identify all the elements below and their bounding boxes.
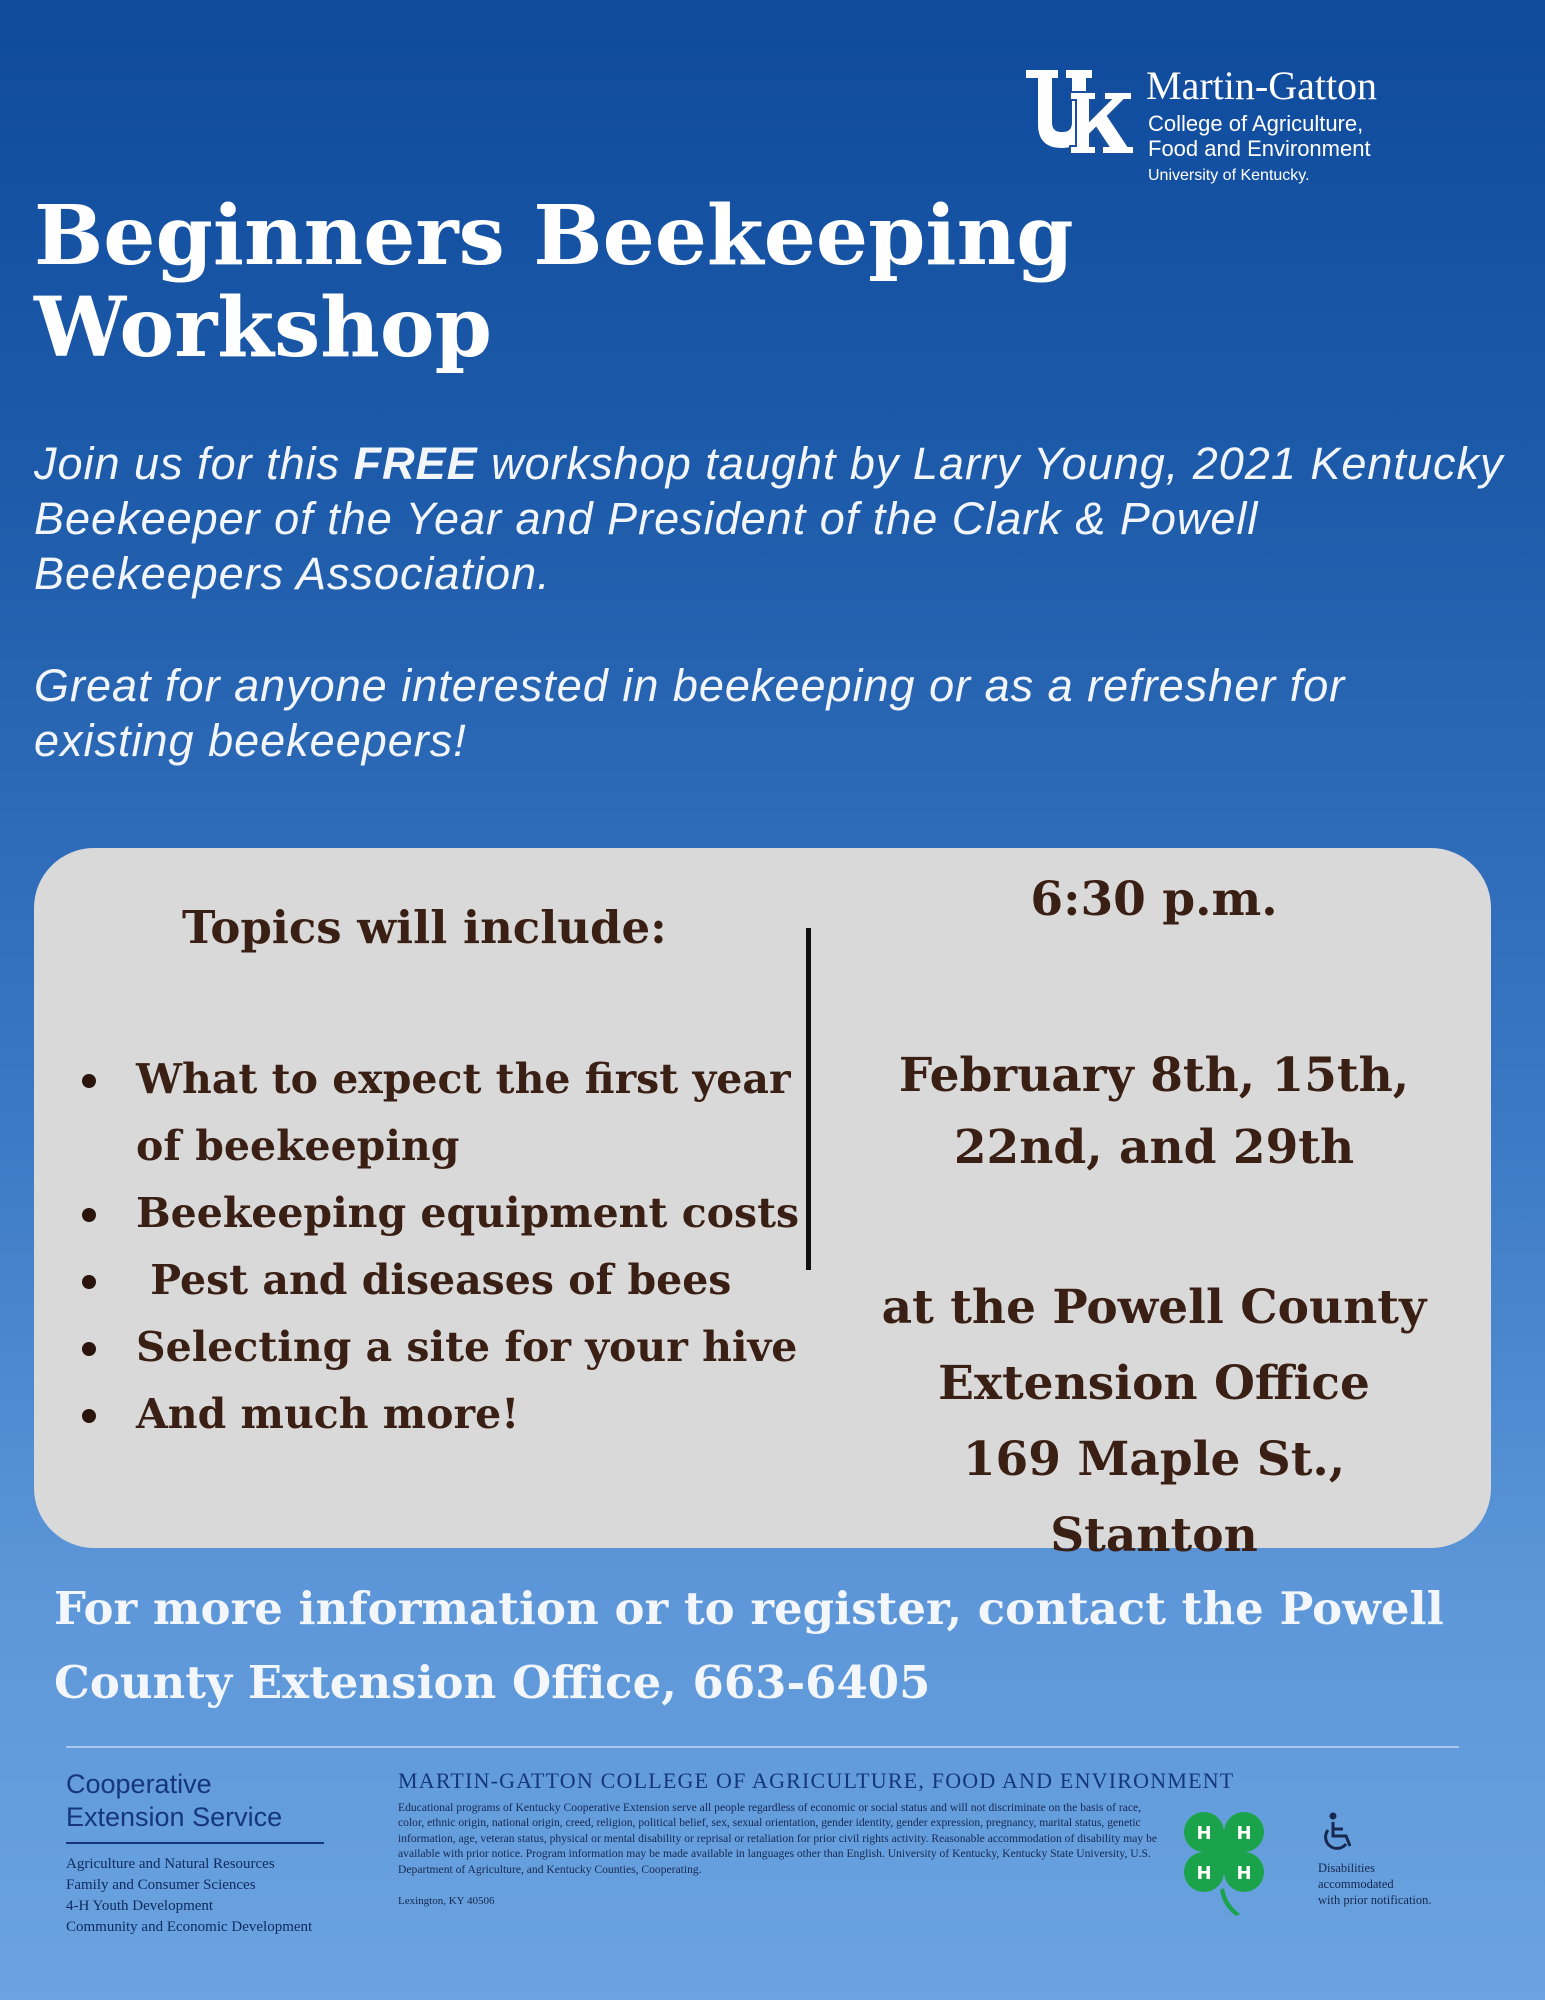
event-dates bbox=[834, 1040, 1474, 1184]
list-item bbox=[136, 1314, 796, 1381]
svg-text:H: H bbox=[1196, 1863, 1212, 1884]
accessibility-line-3: with prior notification. bbox=[1318, 1893, 1432, 1907]
intro-text-after: workshop taught by Larry Young, 2021 Kentucky Beekeeper of the Year and President of the Clark & Powell Beekeepers Association. bbox=[34, 438, 1504, 599]
svg-text:H: H bbox=[1236, 1823, 1252, 1844]
ces-title-line-1: Cooperative bbox=[66, 1769, 212, 1799]
program-item: Community and Economic Development bbox=[66, 1919, 313, 1935]
list-item bbox=[136, 1247, 796, 1314]
footer-statement-block bbox=[398, 1766, 1235, 1908]
topics-list bbox=[136, 1046, 800, 1448]
page-title bbox=[34, 190, 1134, 374]
topic-text: What to expect the first year of beekeeping bbox=[136, 1055, 791, 1170]
card-divider bbox=[806, 928, 811, 1270]
intro-text-before: Join us for this bbox=[34, 438, 354, 489]
bullet-icon bbox=[82, 1074, 96, 1088]
footer-divider bbox=[66, 1746, 1459, 1748]
nondiscrimination-statement: Educational programs of Kentucky Cooperative Extension serve all people regardless of economic or social status and will not discriminate on the basis of race, color, ethnic origin, national origin, creed, religion, political belief, sex, sexual orientation, gender identity, gender expression, pregnancy, marital status, genetic information, age, veteran status, physical or mental disability or reprisal or retaliation for prior civil rights activity. Reasonable accommodation of disability may be available with prior notice. Program information may be made available in languages other than English. University of Kentucky, Kentucky State University, U.S. Department of Agriculture, and Kentucky Counties, Cooperating. bbox=[398, 1801, 1158, 1876]
event-location-line-2: Extension Office bbox=[938, 1356, 1370, 1411]
svg-text:H: H bbox=[1196, 1823, 1212, 1844]
topic-text: Beekeeping equipment costs bbox=[136, 1189, 800, 1237]
event-location-line-4: Stanton bbox=[1050, 1508, 1258, 1563]
program-item: Agriculture and Natural Resources bbox=[66, 1856, 275, 1872]
ces-title-line-2: Extension Service bbox=[66, 1802, 283, 1832]
event-location bbox=[834, 1270, 1474, 1574]
event-time: 6:30 p.m. bbox=[1030, 872, 1278, 927]
accessibility-block bbox=[1318, 1810, 1458, 1908]
four-h-clover-icon bbox=[1180, 1808, 1268, 1918]
program-item: 4-H Youth Development bbox=[66, 1898, 214, 1914]
brand-line-university: University of Kentucky. bbox=[1148, 167, 1310, 184]
accessibility-line-2: accommodated bbox=[1318, 1877, 1394, 1891]
footer-address: Lexington, KY 40506 bbox=[398, 1895, 495, 1908]
brand-line-college: College of Agriculture, bbox=[1148, 111, 1364, 136]
topic-text: Selecting a site for your hive bbox=[136, 1323, 798, 1371]
event-dates-line-2: 22nd, and 29th bbox=[953, 1120, 1355, 1175]
program-item: Family and Consumer Sciences bbox=[66, 1877, 256, 1893]
list-item bbox=[136, 1046, 796, 1180]
college-name: MARTIN-GATTON COLLEGE OF AGRICULTURE, FOOD AND ENVIRONMENT bbox=[398, 1768, 1235, 1793]
topic-text: And much more! bbox=[136, 1390, 520, 1438]
bullet-icon bbox=[82, 1409, 96, 1423]
topic-text: Pest and diseases of bees bbox=[136, 1256, 732, 1304]
uk-logo bbox=[1024, 62, 1464, 192]
intro-free-emphasis: FREE bbox=[353, 438, 478, 489]
bullet-icon bbox=[82, 1342, 96, 1356]
event-location-line-3: 169 Maple St., bbox=[962, 1432, 1346, 1487]
intro-paragraph bbox=[34, 436, 1514, 601]
info-card bbox=[34, 848, 1491, 1563]
topics-heading: Topics will include: bbox=[182, 901, 667, 954]
brand-line-food: Food and Environment bbox=[1148, 136, 1371, 161]
title-line-2: Workshop bbox=[34, 280, 492, 376]
cooperative-extension-block bbox=[66, 1768, 366, 1938]
event-location-line-1: at the Powell County bbox=[881, 1280, 1427, 1335]
wheelchair-icon bbox=[1318, 1810, 1358, 1854]
accessibility-line-1: Disabilities bbox=[1318, 1861, 1375, 1875]
uk-logo-icon bbox=[1024, 66, 1136, 156]
ces-rule bbox=[66, 1842, 324, 1844]
bullet-icon bbox=[82, 1208, 96, 1222]
list-item bbox=[136, 1381, 796, 1448]
svg-text:H: H bbox=[1236, 1863, 1252, 1884]
bullet-icon bbox=[82, 1275, 96, 1289]
contact-line-1: For more information or to register, contact the Powell bbox=[54, 1582, 1444, 1635]
brand-name: Martin-Gatton bbox=[1146, 63, 1378, 108]
title-line-1: Beginners Beekeeping bbox=[34, 188, 1074, 284]
contact-info bbox=[54, 1572, 1494, 1720]
list-item bbox=[136, 1180, 800, 1247]
accessibility-text bbox=[1318, 1860, 1458, 1908]
contact-line-2: County Extension Office, 663-6405 bbox=[54, 1656, 931, 1709]
intro-paragraph-2: Great for anyone interested in beekeeping or as a refresher for existing beekeepers! bbox=[34, 660, 1346, 766]
event-dates-line-1: February 8th, 15th, bbox=[898, 1048, 1410, 1103]
